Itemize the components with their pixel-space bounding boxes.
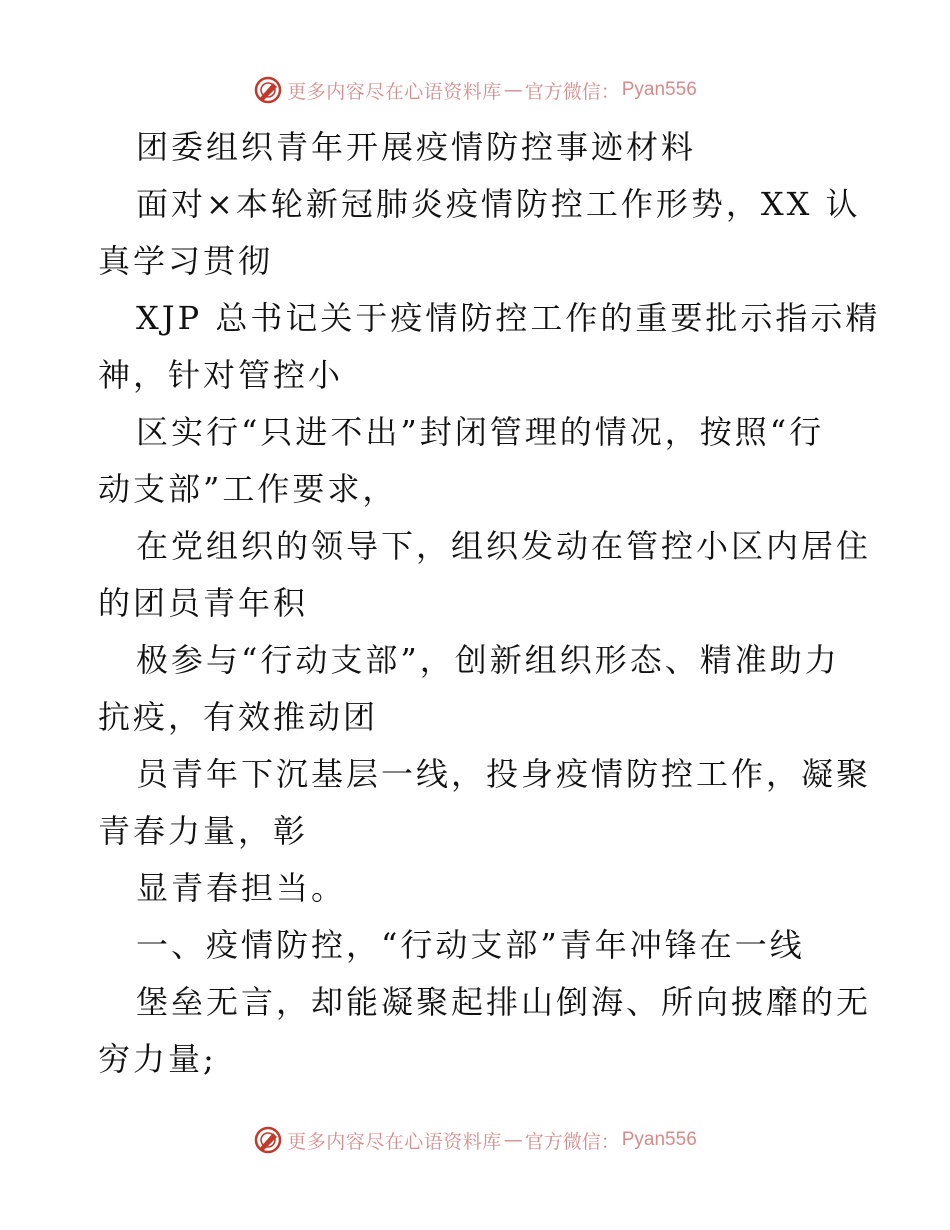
banner-separator: —: [503, 79, 523, 101]
header-banner: [0, 72, 950, 108]
document-body: [98, 119, 881, 1088]
text-line: 穷力量;: [98, 1040, 217, 1078]
banner-wechat-id: Pyan556: [621, 79, 697, 100]
text-line: 的团员青年积: [98, 584, 309, 622]
text-line: 员青年下沉基层一线，投身疫情防控工作，凝聚: [136, 755, 872, 793]
text-line: 青春力量，彰: [98, 812, 309, 850]
banner-wechat-id: Pyan556: [621, 1129, 697, 1150]
text-line: 显青春担当。: [136, 869, 347, 907]
text-line: XJP 总书记关于疫情防控工作的重要批示指示精: [136, 299, 881, 337]
banner-separator: —: [503, 1129, 523, 1151]
footer-banner: [0, 1122, 950, 1158]
text-line: 面对×本轮新冠肺炎疫情防控工作形势，XX 认: [136, 185, 861, 223]
text-line: 神，针对管控小: [98, 356, 344, 394]
text-line: 极参与“行动支部”，创新组织形态、精准助力: [136, 641, 840, 679]
banner-wechat-label: 官方微信：: [524, 80, 620, 103]
pen-nib-logo-icon: [253, 1125, 283, 1155]
banner-main-text: 更多内容尽在心语资料库: [287, 1130, 502, 1153]
banner-wechat-label: 官方微信：: [524, 1130, 620, 1153]
text-line: 动支部”工作要求，: [98, 470, 398, 508]
text-line: 区实行“只进不出”封闭管理的情况，按照“行: [136, 413, 825, 451]
text-line: 抗疫，有效推动团: [98, 698, 379, 736]
text-line: 在党组织的领导下，组织发动在管控小区内居住: [136, 527, 872, 565]
pen-nib-logo-icon: [253, 75, 283, 105]
text-line: 一、疫情防控，“行动支部”青年冲锋在一线: [136, 926, 805, 964]
text-line: 堡垒无言，却能凝聚起排山倒海、所向披靡的无: [136, 983, 872, 1021]
banner-main-text: 更多内容尽在心语资料库: [287, 80, 502, 103]
text-line: 团委组织青年开展疫情防控事迹材料: [136, 128, 697, 166]
text-line: 真学习贯彻: [98, 242, 274, 280]
